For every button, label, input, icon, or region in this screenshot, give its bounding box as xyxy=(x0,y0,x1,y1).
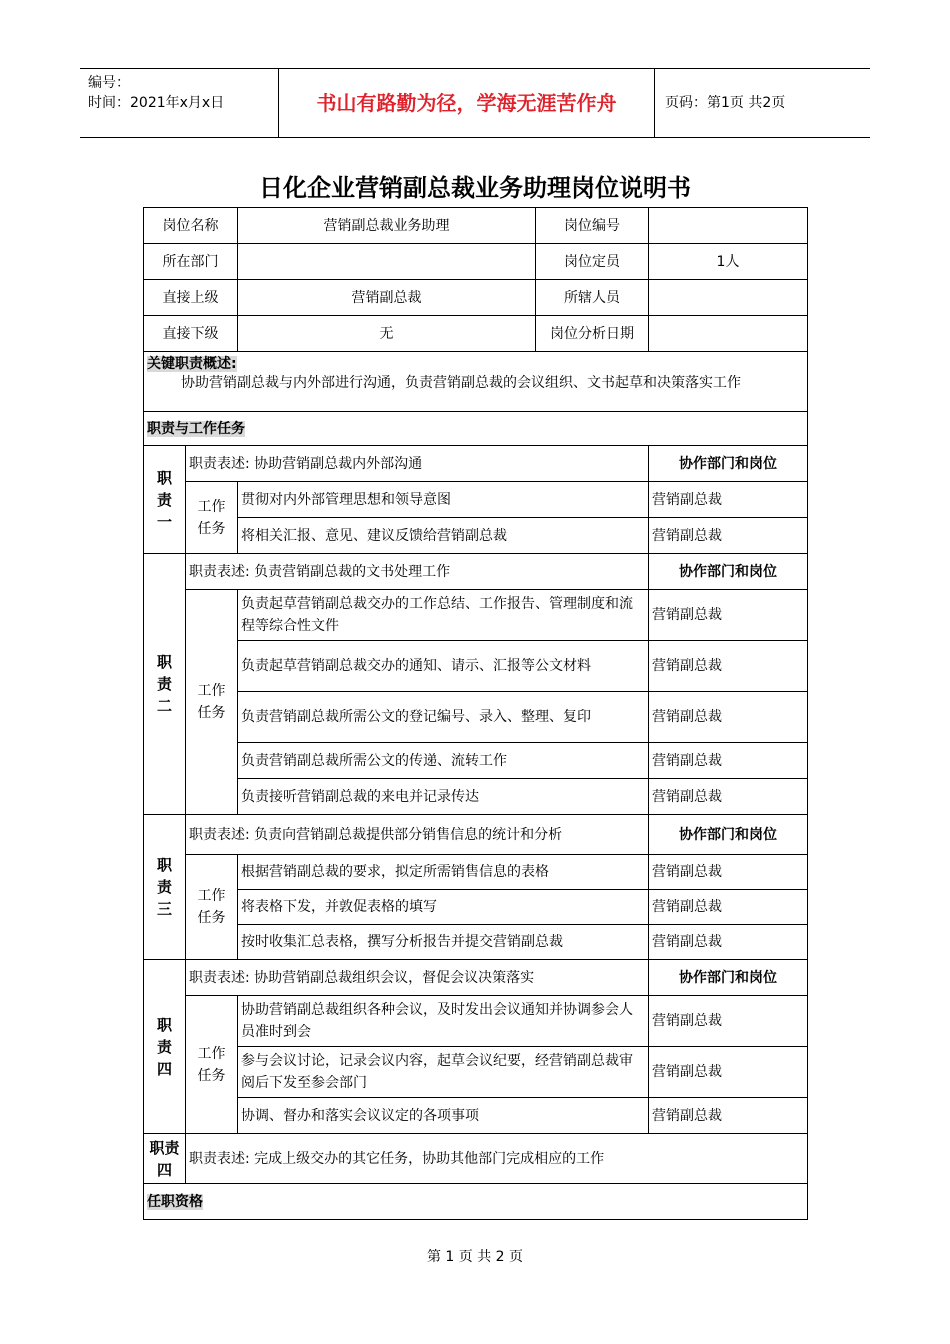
task-text: 负责接听营销副总裁的来电并记录传达 xyxy=(238,779,649,815)
duty-statement: 职责表述: 负责营销副总裁的文书处理工作 xyxy=(186,554,649,590)
task-dept: 营销副总裁 xyxy=(649,855,808,890)
task-row xyxy=(144,482,808,518)
task-text: 贯彻对内外部管理思想和领导意图 xyxy=(238,482,649,518)
task-row xyxy=(144,1098,808,1134)
task-row xyxy=(144,743,808,779)
post-no-value xyxy=(649,208,808,244)
duty-statement-row xyxy=(144,446,808,482)
task-row xyxy=(144,692,808,743)
task-label: 工作任务 xyxy=(186,482,238,554)
post-no-label: 岗位编号 xyxy=(536,208,649,244)
page-header xyxy=(80,68,870,138)
duty-label: 职责三 xyxy=(144,815,186,960)
task-text: 负责起草营销副总裁交办的工作总结、工作报告、管理制度和流程等综合性文件 xyxy=(238,590,649,641)
qualification-title: 任职资格 xyxy=(147,1193,203,1210)
duty-statement: 职责表述: 完成上级交办的其它任务，协助其他部门完成相应的工作 xyxy=(186,1134,808,1184)
summary-heading: 关键职责概述: xyxy=(147,356,237,372)
duty-statement: 职责表述: 负责向营销副总裁提供部分销售信息的统计和分析 xyxy=(186,815,649,855)
task-text: 按时收集汇总表格，撰写分析报告并提交营销副总裁 xyxy=(238,925,649,960)
duty-label: 职责一 xyxy=(144,446,186,554)
qualification-row xyxy=(144,1184,808,1220)
task-text: 参与会议讨论，记录会议内容，起草会议纪要，经营销副总裁审阅后下发至参会部门 xyxy=(238,1047,649,1098)
task-row xyxy=(144,996,808,1047)
header-motto: 书山有路勤为径，学海无涯苦作舟 xyxy=(316,91,617,115)
page-footer: 第 1 页 共 2 页 xyxy=(426,1249,524,1265)
task-dept: 营销副总裁 xyxy=(649,1047,808,1098)
subordinate-label: 直接下级 xyxy=(144,316,238,352)
staff-label: 所辖人员 xyxy=(536,280,649,316)
collab-header: 协作部门和岗位 xyxy=(649,554,808,590)
job-description-table-wrap xyxy=(143,207,807,1224)
duty-label: 职责四 xyxy=(144,960,186,1134)
staff-value xyxy=(649,280,808,316)
task-dept: 营销副总裁 xyxy=(649,925,808,960)
task-dept: 营销副总裁 xyxy=(649,590,808,641)
task-text: 将表格下发，并敦促表格的填写 xyxy=(238,890,649,925)
summary-text: 协助营销副总裁与内外部进行沟通，负责营销副总裁的会议组织、文书起草和决策落实工作 xyxy=(181,375,741,391)
task-row xyxy=(144,590,808,641)
qualification-cell xyxy=(144,1184,808,1220)
info-row xyxy=(144,280,808,316)
header-left xyxy=(88,73,224,113)
task-text: 将相关汇报、意见、建议反馈给营销副总裁 xyxy=(238,518,649,554)
task-row xyxy=(144,779,808,815)
analysis-date-label: 岗位分析日期 xyxy=(536,316,649,352)
task-label: 工作任务 xyxy=(186,855,238,960)
task-text: 协调、督办和落实会议议定的各项事项 xyxy=(238,1098,649,1134)
task-text: 协助营销副总裁组织各种会议，及时发出会议通知并协调参会人员准时到会 xyxy=(238,996,649,1047)
task-text: 负责营销副总裁所需公文的传递、流转工作 xyxy=(238,743,649,779)
section-title: 职责与工作任务 xyxy=(147,420,245,437)
task-dept: 营销副总裁 xyxy=(649,1098,808,1134)
task-row xyxy=(144,925,808,960)
header-time: 时间：2021年x月x日 xyxy=(88,95,225,111)
collab-header: 协作部门和岗位 xyxy=(649,960,808,996)
task-dept: 营销副总裁 xyxy=(649,641,808,692)
collab-header: 协作部门和岗位 xyxy=(649,815,808,855)
section-title-row xyxy=(144,412,808,446)
task-row xyxy=(144,1047,808,1098)
duty-statement-row xyxy=(144,1134,808,1184)
info-row xyxy=(144,244,808,280)
duty-statement-row xyxy=(144,815,808,855)
task-row xyxy=(144,855,808,890)
duty-statement: 职责表述: 协助营销副总裁内外部沟通 xyxy=(186,446,649,482)
post-name-label: 岗位名称 xyxy=(144,208,238,244)
info-row xyxy=(144,208,808,244)
task-dept: 营销副总裁 xyxy=(649,692,808,743)
task-row xyxy=(144,518,808,554)
header-page-info: 页码：第1页 共2页 xyxy=(665,95,786,111)
task-dept: 营销副总裁 xyxy=(649,482,808,518)
duty-label: 职责四 xyxy=(144,1134,186,1184)
section-title-cell xyxy=(144,412,808,446)
post-name-value: 营销副总裁业务助理 xyxy=(238,208,536,244)
document-title: 日化企业营销副总裁业务助理岗位说明书 xyxy=(259,174,691,202)
collab-header: 协作部门和岗位 xyxy=(649,446,808,482)
info-row xyxy=(144,316,808,352)
header-number: 编号： xyxy=(88,75,130,91)
summary-cell xyxy=(144,352,808,412)
quota-label: 岗位定员 xyxy=(536,244,649,280)
analysis-date-value xyxy=(649,316,808,352)
task-dept: 营销副总裁 xyxy=(649,518,808,554)
duty-statement: 职责表述: 协助营销副总裁组织会议，督促会议决策落实 xyxy=(186,960,649,996)
dept-value xyxy=(238,244,536,280)
job-description-table xyxy=(143,207,808,1220)
task-text: 负责营销副总裁所需公文的登记编号、录入、整理、复印 xyxy=(238,692,649,743)
superior-label: 直接上级 xyxy=(144,280,238,316)
summary-row xyxy=(144,352,808,412)
task-dept: 营销副总裁 xyxy=(649,779,808,815)
task-dept: 营销副总裁 xyxy=(649,890,808,925)
task-text: 负责起草营销副总裁交办的通知、请示、汇报等公文材料 xyxy=(238,641,649,692)
superior-value: 营销副总裁 xyxy=(238,280,536,316)
task-label: 工作任务 xyxy=(186,996,238,1134)
header-divider xyxy=(654,69,655,137)
task-dept: 营销副总裁 xyxy=(649,996,808,1047)
duty-label: 职责二 xyxy=(144,554,186,815)
duty-statement-row xyxy=(144,554,808,590)
duty-statement-row xyxy=(144,960,808,996)
task-row xyxy=(144,890,808,925)
task-text: 根据营销副总裁的要求，拟定所需销售信息的表格 xyxy=(238,855,649,890)
task-label: 工作任务 xyxy=(186,590,238,815)
dept-label: 所在部门 xyxy=(144,244,238,280)
quota-value: 1人 xyxy=(649,244,808,280)
subordinate-value: 无 xyxy=(238,316,536,352)
task-row xyxy=(144,641,808,692)
task-dept: 营销副总裁 xyxy=(649,743,808,779)
